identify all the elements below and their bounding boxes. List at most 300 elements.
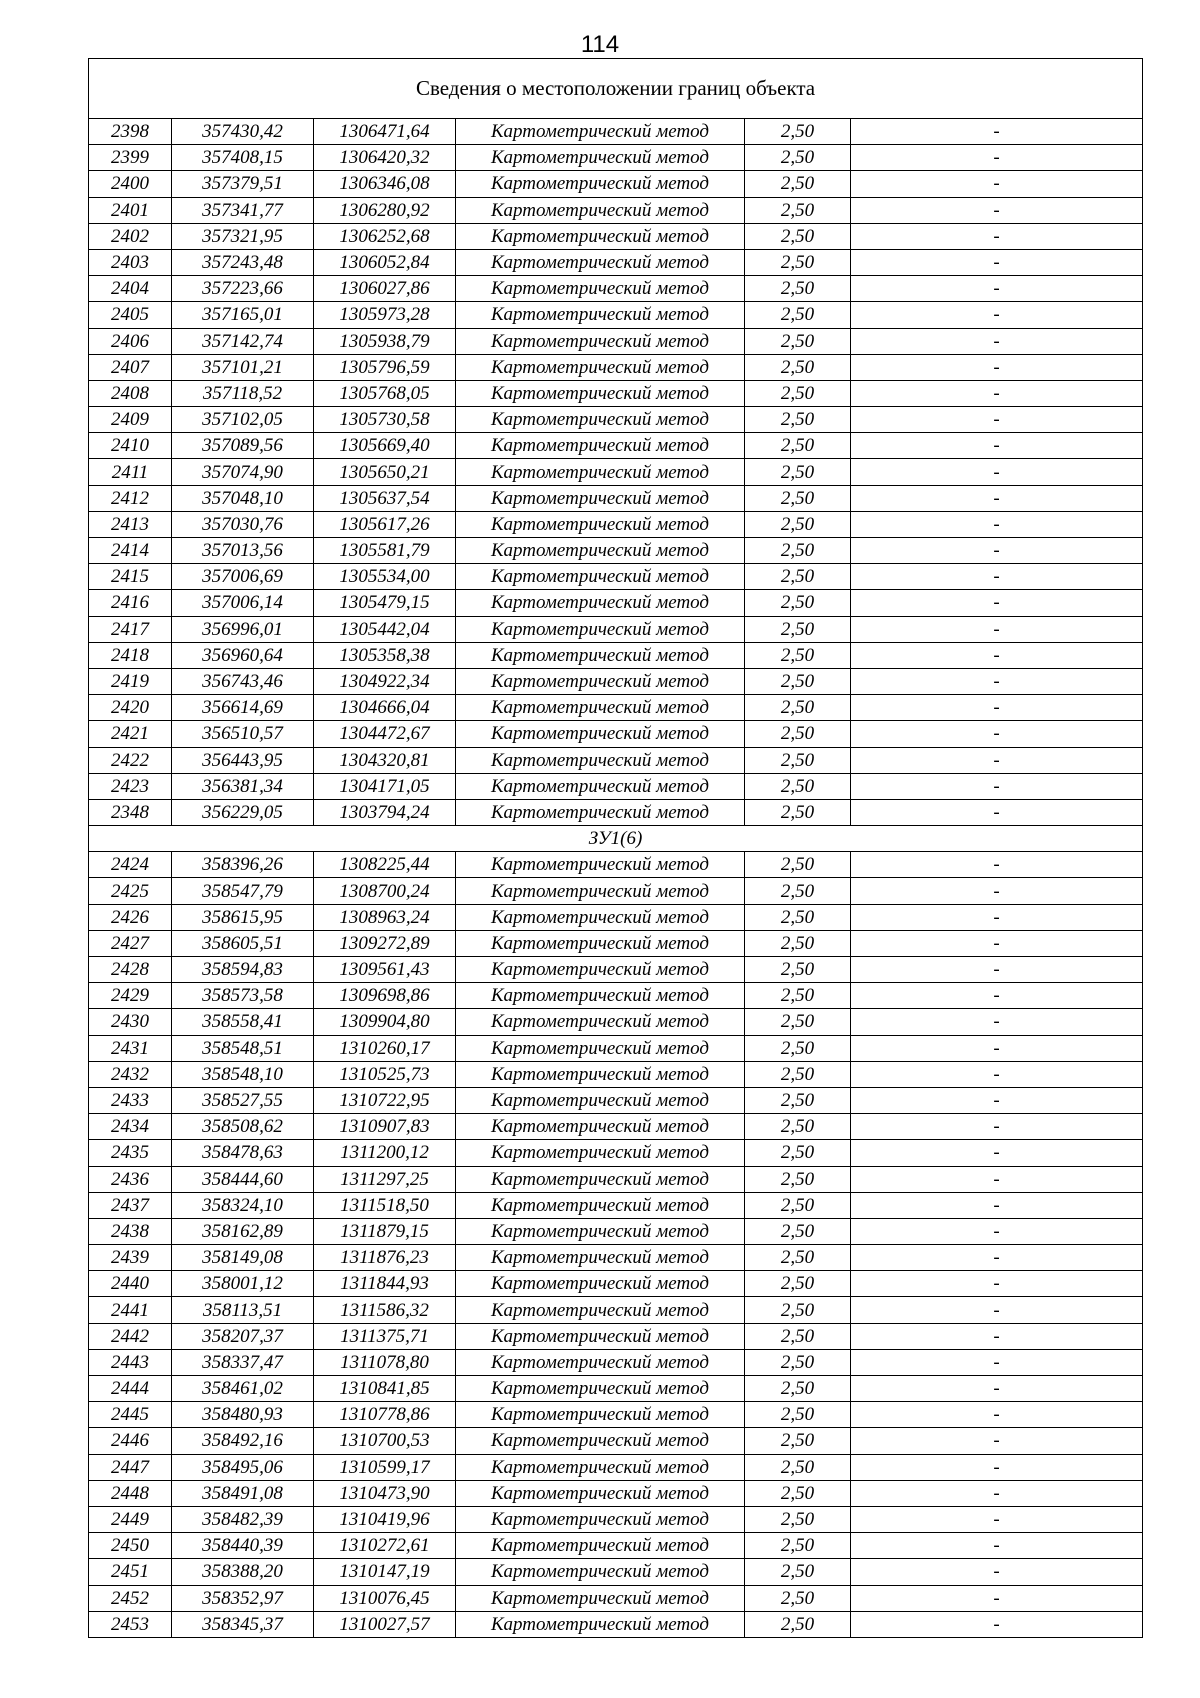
description-cell: -: [851, 564, 1143, 590]
y-coordinate-cell: 1305581,79: [314, 538, 456, 564]
x-coordinate-cell: 357379,51: [172, 171, 314, 197]
table-row: [89, 1271, 1143, 1297]
point-number-cell: 2453: [89, 1611, 172, 1637]
method-cell: Картометрический метод: [456, 1559, 745, 1585]
x-coordinate-cell: 357102,05: [172, 407, 314, 433]
x-coordinate-cell: 358001,12: [172, 1271, 314, 1297]
y-coordinate-cell: 1310272,61: [314, 1533, 456, 1559]
method-cell: Картометрический метод: [456, 1009, 745, 1035]
accuracy-cell: 2,50: [745, 1454, 851, 1480]
accuracy-cell: 2,50: [745, 1271, 851, 1297]
y-coordinate-cell: 1310419,96: [314, 1506, 456, 1532]
point-number-cell: 2409: [89, 407, 172, 433]
table-row: [89, 249, 1143, 275]
point-number-cell: 2413: [89, 511, 172, 537]
point-number-cell: 2438: [89, 1218, 172, 1244]
method-cell: Картометрический метод: [456, 590, 745, 616]
table-row: [89, 1454, 1143, 1480]
y-coordinate-cell: 1305669,40: [314, 433, 456, 459]
y-coordinate-cell: 1310700,53: [314, 1428, 456, 1454]
y-coordinate-cell: 1305442,04: [314, 616, 456, 642]
table-row: [89, 930, 1143, 956]
method-cell: Картометрический метод: [456, 171, 745, 197]
table-row: [89, 1009, 1143, 1035]
y-coordinate-cell: 1305617,26: [314, 511, 456, 537]
method-cell: Картометрический метод: [456, 249, 745, 275]
accuracy-cell: 2,50: [745, 930, 851, 956]
method-cell: Картометрический метод: [456, 1114, 745, 1140]
description-cell: -: [851, 1061, 1143, 1087]
description-cell: -: [851, 1140, 1143, 1166]
y-coordinate-cell: 1311518,50: [314, 1192, 456, 1218]
description-cell: -: [851, 1087, 1143, 1113]
point-number-cell: 2402: [89, 223, 172, 249]
x-coordinate-cell: 357101,21: [172, 354, 314, 380]
table-row: [89, 1323, 1143, 1349]
method-cell: Картометрический метод: [456, 1192, 745, 1218]
point-number-cell: 2440: [89, 1271, 172, 1297]
description-cell: -: [851, 1402, 1143, 1428]
point-number-cell: 2420: [89, 695, 172, 721]
point-number-cell: 2406: [89, 328, 172, 354]
description-cell: -: [851, 1245, 1143, 1271]
table-row: [89, 878, 1143, 904]
description-cell: -: [851, 1585, 1143, 1611]
method-cell: Картометрический метод: [456, 276, 745, 302]
point-number-cell: 2412: [89, 485, 172, 511]
accuracy-cell: 2,50: [745, 1061, 851, 1087]
description-cell: -: [851, 249, 1143, 275]
x-coordinate-cell: 358324,10: [172, 1192, 314, 1218]
accuracy-cell: 2,50: [745, 564, 851, 590]
x-coordinate-cell: 357006,69: [172, 564, 314, 590]
x-coordinate-cell: 358491,08: [172, 1480, 314, 1506]
table-row: [89, 407, 1143, 433]
y-coordinate-cell: 1305768,05: [314, 380, 456, 406]
method-cell: Картометрический метод: [456, 407, 745, 433]
x-coordinate-cell: 358149,08: [172, 1245, 314, 1271]
description-cell: -: [851, 1349, 1143, 1375]
table-title: Сведения о местоположении границ объекта: [89, 59, 1143, 119]
y-coordinate-cell: 1306252,68: [314, 223, 456, 249]
method-cell: Картометрический метод: [456, 1454, 745, 1480]
method-cell: Картометрический метод: [456, 119, 745, 145]
description-cell: -: [851, 616, 1143, 642]
x-coordinate-cell: 358388,20: [172, 1559, 314, 1585]
point-number-cell: 2423: [89, 773, 172, 799]
description-cell: -: [851, 747, 1143, 773]
point-number-cell: 2419: [89, 668, 172, 694]
method-cell: Картометрический метод: [456, 1271, 745, 1297]
description-cell: -: [851, 773, 1143, 799]
description-cell: -: [851, 485, 1143, 511]
table-row: [89, 1166, 1143, 1192]
description-cell: -: [851, 904, 1143, 930]
accuracy-cell: 2,50: [745, 1297, 851, 1323]
x-coordinate-cell: 358478,63: [172, 1140, 314, 1166]
accuracy-cell: 2,50: [745, 1218, 851, 1244]
method-cell: Картометрический метод: [456, 799, 745, 825]
table-row: [89, 1559, 1143, 1585]
table-row: [89, 380, 1143, 406]
x-coordinate-cell: 358207,37: [172, 1323, 314, 1349]
table-row: [89, 1192, 1143, 1218]
point-number-cell: 2407: [89, 354, 172, 380]
y-coordinate-cell: 1305938,79: [314, 328, 456, 354]
point-number-cell: 2403: [89, 249, 172, 275]
accuracy-cell: 2,50: [745, 276, 851, 302]
method-cell: Картометрический метод: [456, 380, 745, 406]
table-title-row: [89, 59, 1143, 119]
method-cell: Картометрический метод: [456, 852, 745, 878]
accuracy-cell: 2,50: [745, 590, 851, 616]
point-number-cell: 2428: [89, 957, 172, 983]
accuracy-cell: 2,50: [745, 983, 851, 1009]
method-cell: Картометрический метод: [456, 1480, 745, 1506]
y-coordinate-cell: 1310841,85: [314, 1376, 456, 1402]
description-cell: -: [851, 1192, 1143, 1218]
method-cell: Картометрический метод: [456, 459, 745, 485]
method-cell: Картометрический метод: [456, 904, 745, 930]
x-coordinate-cell: 357048,10: [172, 485, 314, 511]
accuracy-cell: 2,50: [745, 695, 851, 721]
table-row: [89, 695, 1143, 721]
description-cell: -: [851, 1035, 1143, 1061]
section-header-row: [89, 826, 1143, 852]
table-row: [89, 511, 1143, 537]
table-row: [89, 1533, 1143, 1559]
method-cell: Картометрический метод: [456, 1297, 745, 1323]
x-coordinate-cell: 358573,58: [172, 983, 314, 1009]
method-cell: Картометрический метод: [456, 878, 745, 904]
x-coordinate-cell: 357223,66: [172, 276, 314, 302]
x-coordinate-cell: 357030,76: [172, 511, 314, 537]
section-label: ЗУ1(6): [89, 826, 1143, 852]
description-cell: -: [851, 171, 1143, 197]
x-coordinate-cell: 357089,56: [172, 433, 314, 459]
point-number-cell: 2422: [89, 747, 172, 773]
x-coordinate-cell: 358508,62: [172, 1114, 314, 1140]
x-coordinate-cell: 358548,10: [172, 1061, 314, 1087]
x-coordinate-cell: 357142,74: [172, 328, 314, 354]
accuracy-cell: 2,50: [745, 852, 851, 878]
description-cell: -: [851, 695, 1143, 721]
table-row: [89, 354, 1143, 380]
y-coordinate-cell: 1305479,15: [314, 590, 456, 616]
table-row: [89, 145, 1143, 171]
accuracy-cell: 2,50: [745, 1506, 851, 1532]
x-coordinate-cell: 358495,06: [172, 1454, 314, 1480]
method-cell: Картометрический метод: [456, 1611, 745, 1637]
y-coordinate-cell: 1308225,44: [314, 852, 456, 878]
accuracy-cell: 2,50: [745, 1402, 851, 1428]
accuracy-cell: 2,50: [745, 616, 851, 642]
y-coordinate-cell: 1310473,90: [314, 1480, 456, 1506]
x-coordinate-cell: 358558,41: [172, 1009, 314, 1035]
accuracy-cell: 2,50: [745, 878, 851, 904]
method-cell: Картометрический метод: [456, 1323, 745, 1349]
table-row: [89, 773, 1143, 799]
method-cell: Картометрический метод: [456, 930, 745, 956]
method-cell: Картометрический метод: [456, 1140, 745, 1166]
x-coordinate-cell: 358492,16: [172, 1428, 314, 1454]
y-coordinate-cell: 1306420,32: [314, 145, 456, 171]
point-number-cell: 2411: [89, 459, 172, 485]
point-number-cell: 2449: [89, 1506, 172, 1532]
x-coordinate-cell: 358527,55: [172, 1087, 314, 1113]
y-coordinate-cell: 1310778,86: [314, 1402, 456, 1428]
point-number-cell: 2437: [89, 1192, 172, 1218]
table-row: [89, 538, 1143, 564]
x-coordinate-cell: 357013,56: [172, 538, 314, 564]
accuracy-cell: 2,50: [745, 747, 851, 773]
x-coordinate-cell: 356443,95: [172, 747, 314, 773]
y-coordinate-cell: 1310599,17: [314, 1454, 456, 1480]
description-cell: -: [851, 983, 1143, 1009]
method-cell: Картометрический метод: [456, 223, 745, 249]
method-cell: Картометрический метод: [456, 1402, 745, 1428]
point-number-cell: 2416: [89, 590, 172, 616]
y-coordinate-cell: 1305730,58: [314, 407, 456, 433]
accuracy-cell: 2,50: [745, 1533, 851, 1559]
point-number-cell: 2404: [89, 276, 172, 302]
table-row: [89, 642, 1143, 668]
accuracy-cell: 2,50: [745, 1323, 851, 1349]
table-row: [89, 904, 1143, 930]
description-cell: -: [851, 1009, 1143, 1035]
point-number-cell: 2425: [89, 878, 172, 904]
method-cell: Картометрический метод: [456, 721, 745, 747]
y-coordinate-cell: 1305358,38: [314, 642, 456, 668]
x-coordinate-cell: 357165,01: [172, 302, 314, 328]
x-coordinate-cell: 358396,26: [172, 852, 314, 878]
point-number-cell: 2401: [89, 197, 172, 223]
table-row: [89, 799, 1143, 825]
method-cell: Картометрический метод: [456, 642, 745, 668]
description-cell: -: [851, 538, 1143, 564]
accuracy-cell: 2,50: [745, 1035, 851, 1061]
method-cell: Картометрический метод: [456, 1349, 745, 1375]
accuracy-cell: 2,50: [745, 904, 851, 930]
point-number-cell: 2441: [89, 1297, 172, 1323]
accuracy-cell: 2,50: [745, 668, 851, 694]
description-cell: -: [851, 878, 1143, 904]
point-number-cell: 2418: [89, 642, 172, 668]
table-row: [89, 459, 1143, 485]
y-coordinate-cell: 1305534,00: [314, 564, 456, 590]
point-number-cell: 2447: [89, 1454, 172, 1480]
method-cell: Картометрический метод: [456, 1376, 745, 1402]
y-coordinate-cell: 1304472,67: [314, 721, 456, 747]
description-cell: -: [851, 197, 1143, 223]
description-cell: -: [851, 1166, 1143, 1192]
accuracy-cell: 2,50: [745, 433, 851, 459]
accuracy-cell: 2,50: [745, 459, 851, 485]
y-coordinate-cell: 1304171,05: [314, 773, 456, 799]
method-cell: Картометрический метод: [456, 957, 745, 983]
y-coordinate-cell: 1304922,34: [314, 668, 456, 694]
x-coordinate-cell: 358113,51: [172, 1297, 314, 1323]
x-coordinate-cell: 358352,97: [172, 1585, 314, 1611]
accuracy-cell: 2,50: [745, 1009, 851, 1035]
table-row: [89, 616, 1143, 642]
point-number-cell: 2444: [89, 1376, 172, 1402]
accuracy-cell: 2,50: [745, 223, 851, 249]
table-row: [89, 852, 1143, 878]
y-coordinate-cell: 1311078,80: [314, 1349, 456, 1375]
table-row: [89, 223, 1143, 249]
y-coordinate-cell: 1310525,73: [314, 1061, 456, 1087]
x-coordinate-cell: 357006,14: [172, 590, 314, 616]
y-coordinate-cell: 1311297,25: [314, 1166, 456, 1192]
accuracy-cell: 2,50: [745, 407, 851, 433]
accuracy-cell: 2,50: [745, 485, 851, 511]
description-cell: -: [851, 1376, 1143, 1402]
x-coordinate-cell: 358461,02: [172, 1376, 314, 1402]
method-cell: Картометрический метод: [456, 695, 745, 721]
y-coordinate-cell: 1310907,83: [314, 1114, 456, 1140]
y-coordinate-cell: 1310027,57: [314, 1611, 456, 1637]
accuracy-cell: 2,50: [745, 1245, 851, 1271]
accuracy-cell: 2,50: [745, 197, 851, 223]
x-coordinate-cell: 358444,60: [172, 1166, 314, 1192]
description-cell: -: [851, 1559, 1143, 1585]
table-row: [89, 564, 1143, 590]
x-coordinate-cell: 357430,42: [172, 119, 314, 145]
y-coordinate-cell: 1303794,24: [314, 799, 456, 825]
point-number-cell: 2430: [89, 1009, 172, 1035]
y-coordinate-cell: 1305650,21: [314, 459, 456, 485]
y-coordinate-cell: 1305973,28: [314, 302, 456, 328]
description-cell: -: [851, 328, 1143, 354]
table-row: [89, 1297, 1143, 1323]
table-row: [89, 302, 1143, 328]
accuracy-cell: 2,50: [745, 1611, 851, 1637]
method-cell: Картометрический метод: [456, 145, 745, 171]
table-row: [89, 747, 1143, 773]
method-cell: Картометрический метод: [456, 773, 745, 799]
description-cell: -: [851, 1611, 1143, 1637]
point-number-cell: 2450: [89, 1533, 172, 1559]
x-coordinate-cell: 358547,79: [172, 878, 314, 904]
description-cell: -: [851, 354, 1143, 380]
table-row: [89, 197, 1143, 223]
y-coordinate-cell: 1310076,45: [314, 1585, 456, 1611]
x-coordinate-cell: 356510,57: [172, 721, 314, 747]
method-cell: Картометрический метод: [456, 302, 745, 328]
x-coordinate-cell: 358337,47: [172, 1349, 314, 1375]
table-row: [89, 957, 1143, 983]
accuracy-cell: 2,50: [745, 249, 851, 275]
x-coordinate-cell: 357074,90: [172, 459, 314, 485]
x-coordinate-cell: 358615,95: [172, 904, 314, 930]
x-coordinate-cell: 358548,51: [172, 1035, 314, 1061]
x-coordinate-cell: 358480,93: [172, 1402, 314, 1428]
x-coordinate-cell: 356743,46: [172, 668, 314, 694]
table-row: [89, 668, 1143, 694]
description-cell: -: [851, 1506, 1143, 1532]
method-cell: Картометрический метод: [456, 1061, 745, 1087]
description-cell: -: [851, 590, 1143, 616]
accuracy-cell: 2,50: [745, 145, 851, 171]
method-cell: Картометрический метод: [456, 354, 745, 380]
y-coordinate-cell: 1306052,84: [314, 249, 456, 275]
point-number-cell: 2417: [89, 616, 172, 642]
table-row: [89, 171, 1143, 197]
description-cell: -: [851, 1480, 1143, 1506]
description-cell: -: [851, 276, 1143, 302]
accuracy-cell: 2,50: [745, 171, 851, 197]
table-row: [89, 1506, 1143, 1532]
accuracy-cell: 2,50: [745, 1480, 851, 1506]
x-coordinate-cell: 356229,05: [172, 799, 314, 825]
point-number-cell: 2439: [89, 1245, 172, 1271]
accuracy-cell: 2,50: [745, 1376, 851, 1402]
x-coordinate-cell: 356996,01: [172, 616, 314, 642]
method-cell: Картометрический метод: [456, 616, 745, 642]
accuracy-cell: 2,50: [745, 302, 851, 328]
y-coordinate-cell: 1311879,15: [314, 1218, 456, 1244]
method-cell: Картометрический метод: [456, 668, 745, 694]
point-number-cell: 2426: [89, 904, 172, 930]
description-cell: -: [851, 433, 1143, 459]
y-coordinate-cell: 1309698,86: [314, 983, 456, 1009]
point-number-cell: 2348: [89, 799, 172, 825]
table-row: [89, 1480, 1143, 1506]
description-cell: -: [851, 145, 1143, 171]
method-cell: Картометрический метод: [456, 538, 745, 564]
method-cell: Картометрический метод: [456, 747, 745, 773]
accuracy-cell: 2,50: [745, 1140, 851, 1166]
description-cell: -: [851, 1428, 1143, 1454]
point-number-cell: 2414: [89, 538, 172, 564]
y-coordinate-cell: 1311844,93: [314, 1271, 456, 1297]
x-coordinate-cell: 357408,15: [172, 145, 314, 171]
y-coordinate-cell: 1311586,32: [314, 1297, 456, 1323]
y-coordinate-cell: 1306471,64: [314, 119, 456, 145]
accuracy-cell: 2,50: [745, 642, 851, 668]
point-number-cell: 2429: [89, 983, 172, 1009]
accuracy-cell: 2,50: [745, 328, 851, 354]
method-cell: Картометрический метод: [456, 1166, 745, 1192]
description-cell: -: [851, 1271, 1143, 1297]
table-row: [89, 1087, 1143, 1113]
description-cell: -: [851, 1533, 1143, 1559]
y-coordinate-cell: 1304666,04: [314, 695, 456, 721]
point-number-cell: 2445: [89, 1402, 172, 1428]
description-cell: -: [851, 1218, 1143, 1244]
method-cell: Картометрический метод: [456, 1506, 745, 1532]
accuracy-cell: 2,50: [745, 773, 851, 799]
point-number-cell: 2427: [89, 930, 172, 956]
description-cell: -: [851, 1297, 1143, 1323]
point-number-cell: 2408: [89, 380, 172, 406]
point-number-cell: 2399: [89, 145, 172, 171]
table-row: [89, 433, 1143, 459]
table-row: [89, 1402, 1143, 1428]
x-coordinate-cell: 358345,37: [172, 1611, 314, 1637]
y-coordinate-cell: 1309561,43: [314, 957, 456, 983]
x-coordinate-cell: 358482,39: [172, 1506, 314, 1532]
accuracy-cell: 2,50: [745, 538, 851, 564]
table-row: [89, 1376, 1143, 1402]
point-number-cell: 2436: [89, 1166, 172, 1192]
y-coordinate-cell: 1309272,89: [314, 930, 456, 956]
accuracy-cell: 2,50: [745, 957, 851, 983]
x-coordinate-cell: 357321,95: [172, 223, 314, 249]
description-cell: -: [851, 852, 1143, 878]
point-number-cell: 2421: [89, 721, 172, 747]
